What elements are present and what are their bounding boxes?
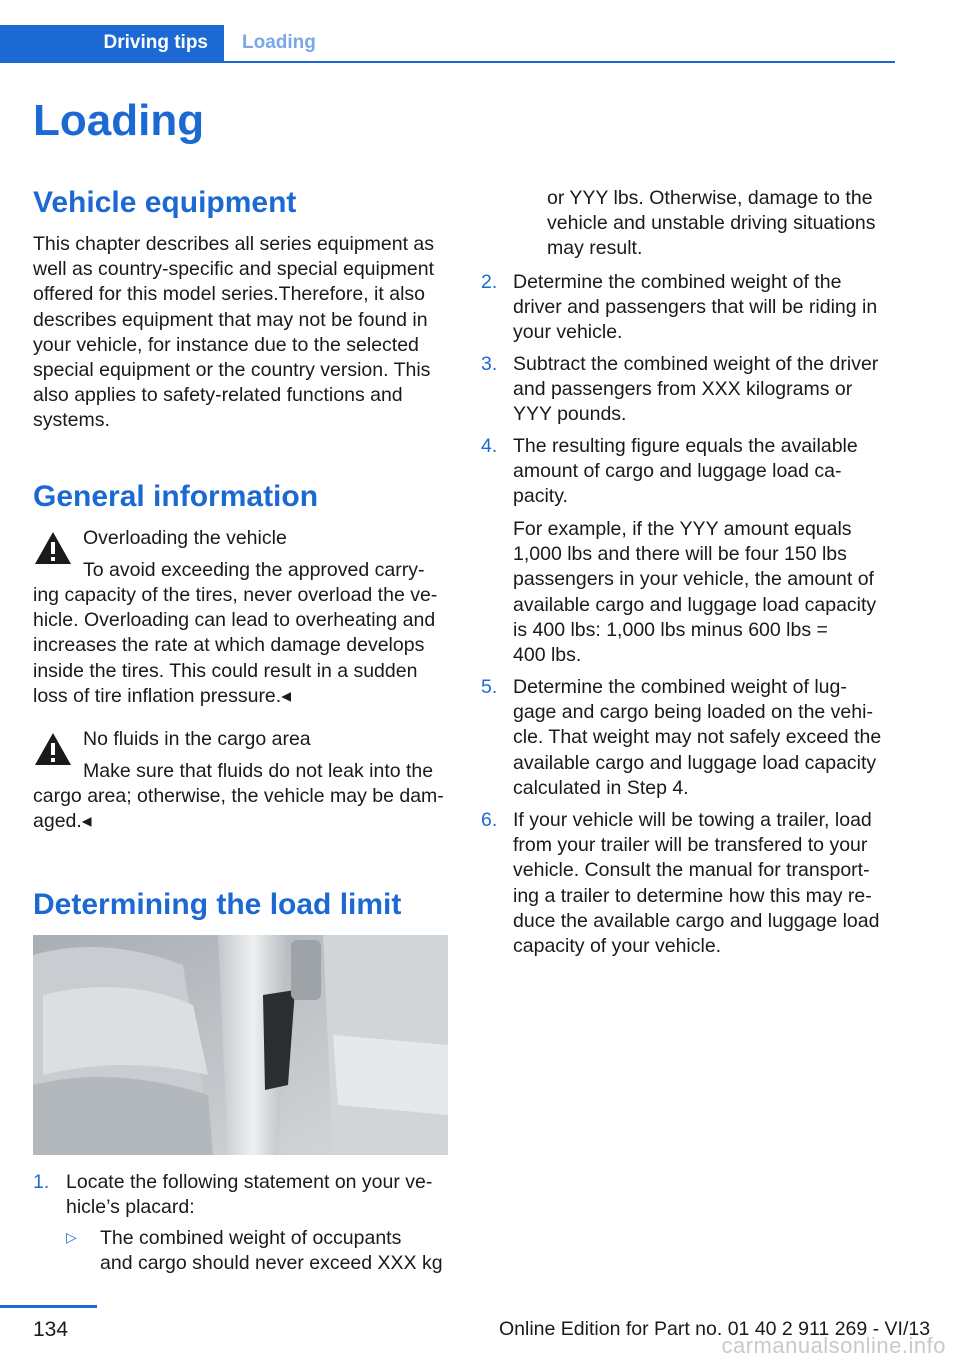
text-line: loss of tire inflation pressure.◂: [33, 684, 291, 707]
text-line: ing capacity of the tires, never overload the ve‐: [33, 584, 438, 606]
step-text: [513, 675, 881, 801]
text-line: 1,000 lbs and there will be four 150 lbs: [513, 543, 847, 566]
page-title: Loading: [33, 96, 205, 145]
text-line: The resulting figure equals the available: [513, 435, 858, 457]
text-line: YYY pounds.: [513, 403, 627, 426]
vehicle-equipment-text: [33, 232, 453, 434]
text-line: pacity.: [513, 485, 568, 508]
text-line: Determine the combined weight of the: [513, 271, 842, 293]
text-line: Subtract the combined weight of the driver: [513, 353, 879, 375]
text-line: driver and passengers that will be riding in: [513, 296, 878, 319]
text-line: If your vehicle will be towing a trailer, load: [513, 809, 872, 831]
warning-icon: [33, 731, 73, 767]
text-line: gage and cargo being loaded on the vehi‐: [513, 701, 873, 724]
bullet-text: [100, 1226, 443, 1276]
text-line: increases the rate at which damage develops: [33, 634, 425, 657]
edition-info: Online Edition for Part no. 01 40 2 911 269 - VI/13: [499, 1318, 931, 1340]
placard-location-photo: [33, 935, 448, 1155]
text-line: and passengers from XXX kilograms or: [513, 378, 853, 401]
warning-title-overloading: Overloading the vehicle: [83, 527, 287, 549]
warning-title-fluids: No fluids in the cargo area: [83, 728, 311, 750]
text-line: duce the available cargo and luggage load: [513, 909, 880, 932]
step-text: [513, 434, 858, 510]
text-line: aged.◂: [33, 810, 92, 833]
text-line: Determine the combined weight of lug‐: [513, 676, 847, 698]
text-line: inside the tires. This could result in a sudden: [33, 659, 418, 682]
text-line: your vehicle.: [513, 321, 623, 344]
text-line: amount of cargo and luggage load ca‐: [513, 460, 842, 483]
header-bar: [0, 25, 895, 63]
text-line: vehicle. Consult the manual for transport‐: [513, 859, 870, 882]
section-heading-vehicle-equipment: Vehicle equipment: [33, 186, 297, 219]
text-line: describes equipment that may not be found in: [33, 308, 428, 331]
text-line: hicle’s placard:: [66, 1196, 195, 1219]
bullet-triangle-icon: ▷: [66, 1229, 77, 1245]
step-text: [66, 1170, 432, 1220]
text-line: 400 lbs.: [513, 644, 582, 667]
step-number: 6.: [481, 809, 498, 831]
warning-text-first-line: To avoid exceeding the approved carry‐: [83, 559, 425, 581]
text-line: is 400 lbs: 1,000 lbs minus 600 lbs =: [513, 618, 828, 641]
text-line: This chapter describes all series equipment as: [33, 233, 435, 255]
text-line: well as country-specific and special equipment: [33, 258, 435, 281]
text-line: ing a trailer to determine how this may re‐: [513, 884, 872, 907]
step-number: 4.: [481, 435, 498, 457]
step-text: [513, 270, 877, 346]
tab-loading[interactable]: Loading: [242, 32, 316, 53]
text-line: cle. That weight may not safely exceed the: [513, 726, 882, 749]
text-line: systems.: [33, 409, 110, 432]
warning-text-fluids: [33, 784, 453, 834]
bullet-text-continued: [547, 186, 875, 262]
text-line: Locate the following statement on your ve‐: [66, 1171, 433, 1193]
text-line: special equipment or the country version. This: [33, 359, 431, 382]
footer-accent-line: [0, 1305, 97, 1308]
page-number: 134: [33, 1318, 69, 1341]
tab-driving-tips[interactable]: Driving tips: [0, 25, 224, 61]
example-text: [513, 517, 876, 668]
warning-text-first-line: Make sure that fluids do not leak into the: [83, 760, 434, 782]
step-text: [513, 352, 878, 428]
text-line: may result.: [547, 237, 643, 260]
text-line: available cargo and luggage load capacity: [513, 593, 877, 616]
text-line: capacity of your vehicle.: [513, 935, 722, 958]
text-line: For example, if the YYY amount equals: [513, 518, 852, 540]
warning-icon: [33, 530, 73, 566]
text-line: your vehicle, for instance due to the selected: [33, 333, 419, 356]
text-line: also applies to safety-related functions and: [33, 384, 403, 407]
text-line: and cargo should never exceed XXX kg: [100, 1252, 443, 1275]
step-number: 2.: [481, 271, 498, 293]
text-line: offered for this model series.Therefore, it also: [33, 283, 425, 306]
text-line: from your trailer will be transfered to your: [513, 834, 868, 857]
warning-text-overloading: [33, 583, 453, 709]
watermark: carmanualsonline.info: [721, 1333, 946, 1358]
text-line: vehicle and unstable driving situations: [547, 212, 876, 235]
text-line: passengers in your vehicle, the amount of: [513, 568, 874, 591]
text-line: calculated in Step 4.: [513, 776, 689, 799]
section-heading-load-limit: Determining the load limit: [33, 888, 402, 921]
text-line: available cargo and luggage load capacity: [513, 751, 877, 774]
text-line: The combined weight of occupants: [100, 1227, 402, 1249]
step-number: 3.: [481, 353, 498, 375]
step-number: 5.: [481, 676, 498, 698]
section-heading-general-information: General information: [33, 480, 319, 513]
text-line: cargo area; otherwise, the vehicle may be dam‐: [33, 785, 444, 807]
text-line: hicle. Overloading can lead to overheating and: [33, 609, 436, 632]
step-text: [513, 808, 879, 959]
text-line: or YYY lbs. Otherwise, damage to the: [547, 187, 873, 209]
step-number: 1.: [33, 1171, 50, 1193]
